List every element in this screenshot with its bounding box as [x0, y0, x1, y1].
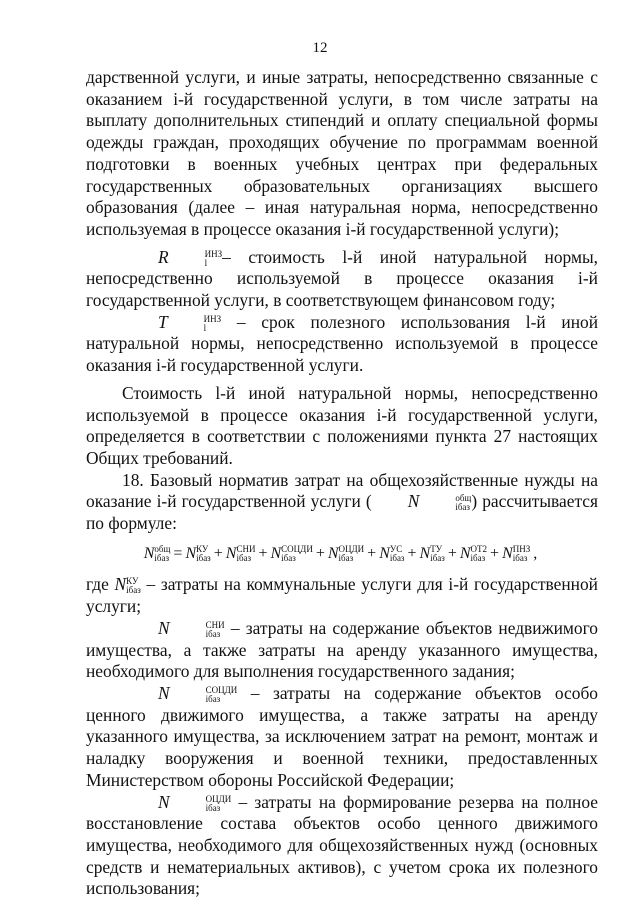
paragraph-18-end: ) рассчитывается по формуле: — [86, 491, 598, 534]
symbol-r: R ИНЗ l — [158, 246, 223, 268]
formula-plus: + — [490, 544, 500, 562]
definition-r — [86, 247, 598, 312]
formula-plus: + — [407, 544, 417, 562]
symbol-n-general: N общ iбаз — [407, 491, 472, 513]
formula-plus: + — [315, 544, 325, 562]
formula-term: N УС iбаз — [379, 544, 405, 564]
definition-sni — [86, 618, 598, 683]
document-body — [86, 67, 598, 900]
formula-equals: = — [173, 544, 183, 562]
formula-plus: + — [367, 544, 377, 562]
formula-term: N ПНЗ iбаз — [502, 544, 531, 564]
definition-r-text: – стоимость l-й иной натуральной нормы, непосредственно используемой в процессе оказания i-й государственной услуги, в соответствующем финансовом году; — [86, 246, 598, 311]
definition-socdi-text: – затраты на содержание объектов особо ценного движимого имущества, а также затраты на аренду указанного имущества, за исключением затрат на ремонт, монтаж и наладку вооружения и военной техники, предоставленных Министерством обороны Российской Федерации; — [86, 682, 598, 790]
paragraph-cost: Стоимость l-й иной натуральной нормы, непосредственно используемой в процессе оказания i-й государственной услуги, определяется в соответствии с положениями пункта 27 настоящих Общих требований. — [86, 382, 598, 468]
formula-plus: + — [447, 544, 457, 562]
formula-term: N ОЦДИ iбаз — [327, 544, 365, 564]
definition-ku-text: – затраты на коммунальные услуги для i-й государственной услуги; — [86, 574, 598, 617]
formula-plus: + — [213, 544, 223, 562]
formula-term: N ОТ2 iбаз — [459, 544, 488, 564]
definition-socdi — [86, 683, 598, 792]
symbol-n-sni: N СНИ iбаз — [158, 617, 225, 639]
definition-ku — [86, 574, 598, 617]
formula-end: , — [533, 544, 538, 562]
formula-term: N КУ iбаз — [185, 544, 211, 564]
formula-lhs: N общ iбаз — [143, 544, 171, 564]
formula-term: N СОЦДИ iбаз — [270, 544, 313, 564]
symbol-n-socdi: N СОЦДИ iбаз — [158, 682, 238, 704]
formula — [86, 543, 598, 565]
formula-term: N СНИ iбаз — [225, 544, 256, 564]
formula-plus: + — [258, 544, 268, 562]
definition-ocdi — [86, 792, 598, 901]
formula-term: N ТУ iбаз — [419, 544, 445, 564]
where-label: где — [86, 574, 109, 595]
symbol-t: T ИНЗ l — [158, 311, 222, 333]
definition-t-text: – срок полезного использования l-й иной натуральной нормы, непосредственно используемой в процессе оказания i-й государственной услуги. — [86, 311, 598, 376]
definition-sni-text: – затраты на содержание объектов недвижимого имущества, а также затраты на аренду указанного имущества, необходимого для выполнения государственного задания; — [86, 617, 598, 682]
definition-t — [86, 312, 598, 377]
symbol-n-ocdi: N ОЦДИ iбаз — [158, 791, 232, 813]
paragraph-18 — [86, 470, 598, 535]
definition-ocdi-text: – затраты на формирование резерва на полное восстановление состава объектов особо ценного движимого имущества, необходимого для общехозяйственных нужд (основных средств и нематериальных активов), с учетом срока их полезного использования; — [86, 791, 598, 899]
page-number: 12 — [312, 40, 328, 56]
paragraph-18-start: 18. Базовый норматив затрат на общехозяйственные нужды на оказание i-й государственной услуги ( — [86, 469, 598, 512]
symbol-n-ku: N КУ iбаз — [114, 574, 141, 596]
paragraph-continuation: дарственной услуги, и иные затраты, непосредственно связанные с оказанием i-й государственной услуги, в том числе затраты на выплату дополнительных стипендий и оплату специальной формы одежды граждан, проходящих обучение по программам военной подготовки в военных учебных центрах при федеральных государственных образовательных организациях высшего образования (далее – иная натуральная норма, непосредственно используемая в процессе оказания i-й государственной услуги); — [86, 67, 598, 239]
